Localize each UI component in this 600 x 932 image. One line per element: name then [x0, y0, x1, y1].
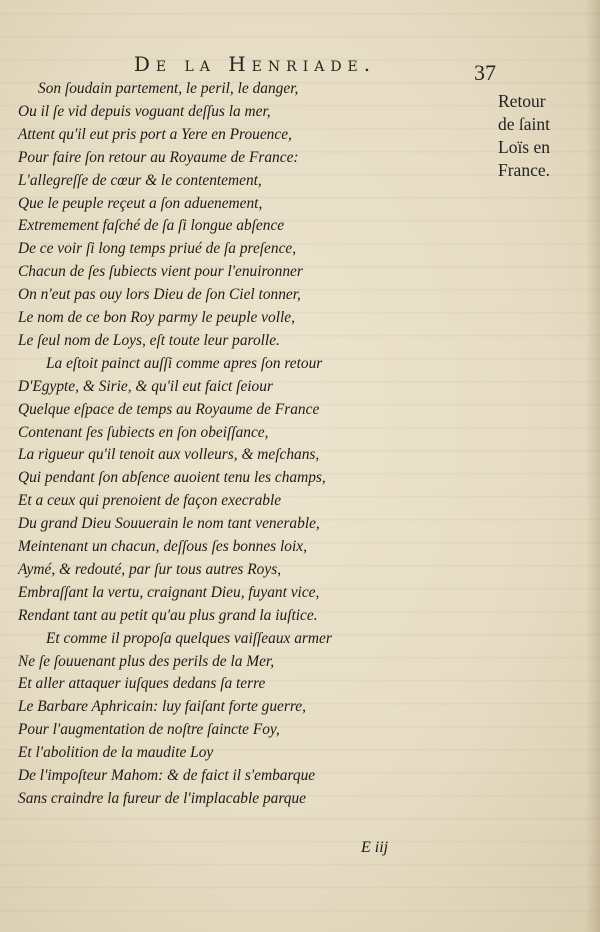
verse-line: Que le peuple reçeut a ſon aduenement, [18, 194, 263, 212]
marginal-note-line: Retour [498, 91, 546, 111]
verse-line: Chacun de ſes ſubiects vient pour l'enuironner [18, 263, 303, 281]
verse-line: La rigueur qu'il tenoit aux volleurs, & meſchans, [18, 446, 320, 464]
verse-line: Du grand Dieu Souuerain le nom tant venerable, [18, 515, 320, 533]
verse-line: Le ſeul nom de Loys, eſt toute leur parolle. [18, 331, 280, 349]
running-title: De la Henriade. [133, 52, 377, 76]
verse-line: Le Barbare Aphricain: luy faiſant forte guerre, [18, 698, 306, 716]
verse-line: Et aller attaquer iuſques dedans ſa terre [18, 675, 266, 693]
verse-line: Et a ceux qui prenoient de façon execrable [18, 492, 282, 510]
verse-line: Sans craindre la fureur de l'implacable parque [18, 789, 306, 807]
verse-line: Meintenant un chacun, deſſous ſes bonnes loix, [18, 538, 307, 555]
verse-line: On n'eut pas ouy lors Dieu de ſon Ciel tonner, [18, 286, 301, 304]
verse-line: Extremement faſché de ſa ſi longue abſence [18, 217, 285, 235]
verse-line: D'Egypte, & Sirie, & qu'il eut faict ſeiour [18, 377, 273, 395]
verse-line: Et comme il propoſa quelques vaiſſeaux armer [46, 629, 332, 647]
marginal-note-line: Loïs en [498, 137, 551, 157]
verse-line: Embraſſant la vertu, craignant Dieu, fuyant vice, [18, 583, 320, 601]
verse-line: Le nom de ce bon Roy parmy le peuple volle, [18, 309, 295, 326]
signature-mark: E iij [361, 839, 389, 856]
verse-line: Quelque eſpace de temps au Royaume de France [18, 400, 320, 418]
verse-line: Pour faire ſon retour au Royaume de France: [18, 148, 299, 166]
verse-line: Et l'abolition de la maudite Loy [18, 744, 214, 762]
marginal-note-line: France. [498, 160, 550, 180]
verse-line: Pour l'augmentation de noſtre ſaincte Foy, [18, 721, 280, 739]
verse-line: L'allegreſſe de cœur & le contentement, [18, 171, 262, 189]
verse-line: Contenant ſes ſubiects en ſon obeiſſance, [18, 423, 269, 441]
verse-line: Qui pendant ſon abſence auoient tenu les champs, [18, 469, 326, 487]
verse-line: De l'impoſteur Mahom: & de faict il s'embarque [18, 767, 316, 784]
page-number: 37 [474, 60, 496, 85]
verse-line: Attent qu'il eut pris port a Yere en Prouence, [18, 125, 292, 143]
marginal-note-line: de ſaint [498, 114, 550, 134]
verse-line: Ou il ſe vid depuis voguant deſſus la mer, [18, 102, 271, 120]
marginal-note [498, 90, 598, 182]
verse-line: Ne ſe ſouuenant plus des perils de la Mer, [18, 652, 275, 670]
verse-line: De ce voir ſi long temps priué de ſa preſence, [18, 240, 297, 258]
verse-line: La eſtoit painct auſſi comme apres ſon retour [46, 354, 323, 372]
verse-line: Rendant tant au petit qu'au plus grand la iuſtice. [18, 606, 318, 624]
verse-line: Aymé, & redouté, par ſur tous autres Roys, [18, 560, 282, 578]
verse-line: Son ſoudain partement, le peril, le danger, [38, 80, 299, 97]
